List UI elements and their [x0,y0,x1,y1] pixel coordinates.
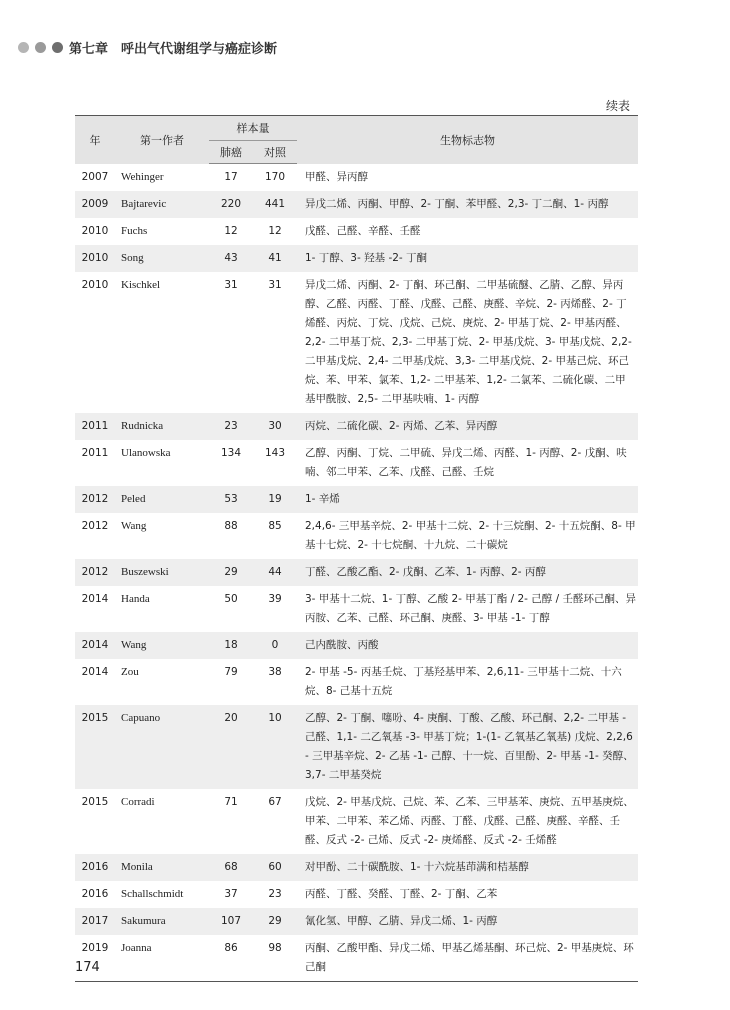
biomarkers-cell: 1- 丁醇、3- 羟基 -2- 丁酮 [297,245,638,272]
table-row [75,632,638,659]
author-cell: Buszewski [115,559,209,586]
lung-cancer-count-cell: 23 [209,413,253,440]
dot-icon [18,42,29,53]
year-cell: 2011 [81,447,109,459]
control-count-cell: 0 [253,632,297,659]
header-lung-cancer: 肺癌 [209,141,253,164]
table-row [75,440,638,486]
table-row [75,413,638,440]
table-row [75,245,638,272]
control-count-cell: 19 [253,486,297,513]
author-cell: Zou [121,666,139,678]
year-cell: 2015 [81,796,109,808]
year-cell: 2016 [81,888,109,900]
author-cell: Handa [121,593,150,605]
biomarkers-cell: 戊醛、己醛、辛醛、壬醛 [305,225,421,237]
header-control: 对照 [253,141,297,164]
header-year: 年 [75,116,115,164]
lung-cancer-count-cell: 86 [209,935,253,982]
author-cell: Bajtarevic [115,191,209,218]
chapter-header [18,38,277,57]
year-cell: 2014 [81,666,109,678]
table-row [75,486,638,513]
control-count-cell: 29 [253,908,297,935]
table-body [75,164,638,982]
control-count-cell: 41 [253,245,297,272]
lung-cancer-count-cell: 43 [209,245,253,272]
author-cell: Peled [115,486,209,513]
control-count-cell: 38 [268,666,282,678]
page-number: 174 [75,960,100,975]
year-cell: 2010 [81,225,109,237]
year-cell: 2017 [75,908,115,935]
table-row [75,908,638,935]
author-cell: Rudnicka [115,413,209,440]
lung-cancer-count-cell: 220 [209,191,253,218]
year-cell: 2015 [75,705,115,789]
biomarkers-cell: 戊烷、2- 甲基戊烷、己烷、苯、乙苯、三甲基苯、庚烷、五甲基庚烷、甲苯、二甲苯、苯乙烯、丙醛、丁醛、戊醛、己醛、庚醛、辛醛、壬醛、反式 -2- 己烯、反式 -2- 庚烯醛、反式 -2- 壬烯醛 [305,796,634,846]
author-cell: Wang [121,520,147,532]
continued-label: 续表 [605,99,630,113]
year-cell: 2019 [75,935,115,982]
biomarkers-cell: 氰化氢、甲醇、乙腈、异戊二烯、1- 丙醇 [297,908,638,935]
biomarkers-cell: 异戊二烯、丙酮、2- 丁酮、环己酮、二甲基硫醚、乙腈、乙醇、异丙醇、乙醛、丙醛、丁醛、戊醛、己醛、庚醛、辛烷、2- 丙烯醛、2- 丁烯醛、丙烷、丁烷、戊烷、己烷、庚烷、2- 甲基丁烷、2- 甲基丙醛、2,2- 二甲基丁烷、2,3- 二甲基丁烷、2- 甲基戊烷、3- 甲基戊烷、2,2- 二甲基戊烷、2,4- 二甲基戊烷、3,3- 二甲基戊烷、2- 甲基己烷、环己烷、苯、甲苯、氯苯、1,2- 二甲基苯、1,2- 二氯苯、二硫化碳、二甲基甲酰胺、2,5- 二甲基呋喃、1- 丙醇 [305,279,632,405]
table-row [75,659,638,705]
control-count-cell: 10 [253,705,297,789]
lung-cancer-count-cell: 12 [224,225,238,237]
control-count-cell: 143 [264,447,286,459]
biomarkers-cell: 3- 甲基十二烷、1- 丁醇、乙酸 2- 甲基丁酯 / 2- 己醇 / 壬醛环己酮、异丙胺、乙苯、己醛、环己酮、庚醛、3- 甲基 -1- 丁醇 [305,593,636,624]
year-cell: 2012 [75,559,115,586]
author-cell: Fuchs [121,225,148,237]
table-row [75,513,638,559]
header-first-author: 第一作者 [115,116,209,164]
table-row [75,218,638,245]
author-cell: Kischkel [121,279,161,291]
header-dots [18,42,63,53]
control-count-cell: 44 [253,559,297,586]
biomarkers-cell: 己内酰胺、丙酸 [297,632,638,659]
biomarker-table [75,115,638,982]
biomarkers-cell: 丙烷、二硫化碳、2- 丙烯、乙苯、异丙醇 [297,413,638,440]
author-cell: Corradi [121,796,155,808]
year-cell: 2012 [81,520,109,532]
biomarkers-cell: 乙醇、2- 丁酮、噻吩、4- 庚酮、丁酸、乙酸、环己酮、2,2- 二甲基 - 己醛、1,1- 二乙氧基 -3- 甲基丁烷；1-(1- 乙氧基乙氧基) 戊烷、2,2,6- 三甲基辛烷、2- 乙基 -1- 己醇、十一烷、百里酚、2- 甲基 -1- 癸醇、3,7- 二甲基癸烷 [297,705,638,789]
table-row [75,586,638,632]
biomarkers-cell: 丙酮、乙酸甲酯、异戊二烯、甲基乙烯基酮、环己烷、2- 甲基庚烷、环己酮 [297,935,638,982]
lung-cancer-count-cell: 18 [209,632,253,659]
control-count-cell: 30 [253,413,297,440]
lung-cancer-count-cell: 29 [209,559,253,586]
year-cell: 2010 [75,245,115,272]
control-count-cell: 60 [253,854,297,881]
table-row [75,789,638,854]
header-biomarkers: 生物标志物 [297,116,638,164]
lung-cancer-count-cell: 37 [224,888,238,900]
year-cell: 2012 [75,486,115,513]
table-row [75,854,638,881]
lung-cancer-count-cell: 107 [209,908,253,935]
lung-cancer-count-cell: 71 [224,796,238,808]
author-cell: Song [115,245,209,272]
year-cell: 2009 [75,191,115,218]
biomarkers-cell: 2- 甲基 -5- 丙基壬烷、丁基羟基甲苯、2,6,11- 三甲基十二烷、十六烷、8- 己基十五烷 [305,666,622,697]
lung-cancer-count-cell: 79 [224,666,238,678]
control-count-cell: 23 [268,888,282,900]
author-cell: Joanna [115,935,209,982]
chapter-title: 第七章 呼出气代谢组学与癌症诊断 [69,42,278,57]
author-cell: Capuano [115,705,209,789]
year-cell: 2007 [81,170,109,183]
author-cell: Schallschmidt [121,888,184,900]
dot-icon [52,42,63,53]
dot-icon [35,42,46,53]
lung-cancer-count-cell: 68 [209,854,253,881]
table-row [75,881,638,908]
year-cell: 2016 [75,854,115,881]
table-row [75,935,638,982]
biomarkers-cell: 丙醛、丁醛、癸醛、丁醛、2- 丁酮、乙苯 [305,888,498,900]
author-cell: Wehinger [121,170,164,183]
author-cell: Sakumura [115,908,209,935]
control-count-cell: 170 [264,171,286,183]
year-cell: 2014 [75,632,115,659]
lung-cancer-count-cell: 20 [209,705,253,789]
lung-cancer-count-cell: 88 [224,520,238,532]
control-count-cell: 98 [253,935,297,982]
lung-cancer-count-cell: 134 [220,447,242,459]
biomarkers-cell: 甲醛、异丙醇 [305,170,368,183]
lung-cancer-count-cell: 31 [224,279,238,291]
control-count-cell: 31 [268,279,282,291]
biomarkers-cell: 异戊二烯、丙酮、甲醇、2- 丁酮、苯甲醛、2,3- 丁二酮、1- 丙醇 [297,191,638,218]
biomarkers-cell: 2,4,6- 三甲基辛烷、2- 甲基十二烷、2- 十三烷酮、2- 十五烷酮、8- 甲基十七烷、2- 十七烷酮、十九烷、二十碳烷 [305,520,636,551]
year-cell: 2014 [81,593,109,605]
table-row [75,559,638,586]
author-cell: Monila [115,854,209,881]
author-cell: Wang [115,632,209,659]
control-count-cell: 39 [268,593,282,605]
lung-cancer-count-cell: 53 [209,486,253,513]
lung-cancer-count-cell: 50 [224,593,238,605]
table-row [75,705,638,789]
year-cell: 2010 [81,279,109,291]
biomarkers-cell: 对甲酚、二十碳酰胺、1- 十六烷基茚满和桔基醇 [297,854,638,881]
control-count-cell: 67 [268,796,282,808]
author-cell: Ulanowska [121,447,171,459]
biomarkers-cell: 1- 辛烯 [297,486,638,513]
lung-cancer-count-cell: 17 [224,171,238,183]
control-count-cell: 85 [268,520,282,532]
control-count-cell: 12 [268,225,282,237]
year-cell: 2011 [75,413,115,440]
table-row [75,272,638,413]
table-row [75,191,638,218]
header-sample-size: 样本量 [209,116,297,141]
biomarkers-cell: 丁醛、乙酸乙酯、2- 戊酮、乙苯、1- 丙醇、2- 丙醇 [297,559,638,586]
biomarkers-cell: 乙醇、丙酮、丁烷、二甲硫、异戊二烯、丙醛、1- 丙醇、2- 戊酮、呋喃、邻二甲苯、乙苯、戊醛、己醛、壬烷 [305,447,627,478]
control-count-cell: 441 [253,191,297,218]
table-row [75,164,638,192]
